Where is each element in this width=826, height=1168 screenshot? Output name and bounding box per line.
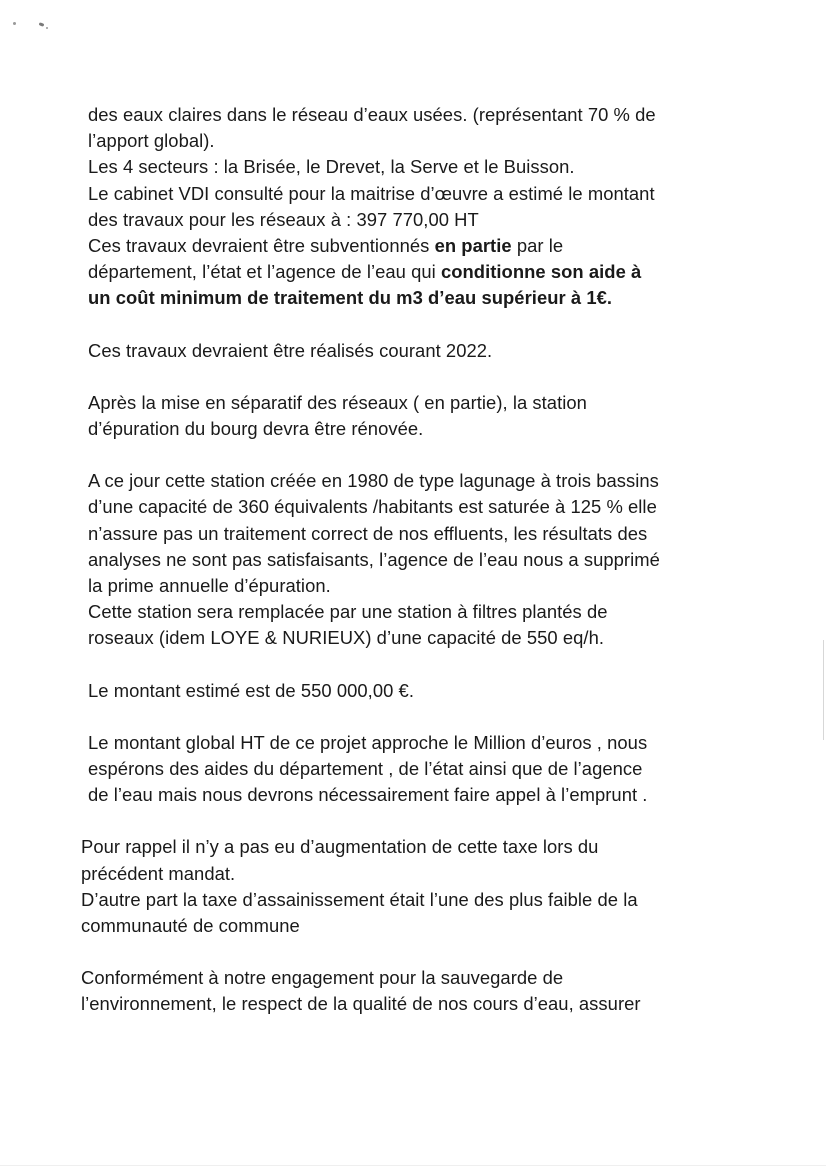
text-line: Pour rappel il n’y a pas eu d’augmentation de cette taxe lors du	[81, 836, 599, 858]
text-line: A ce jour cette station créée en 1980 de type lagunage à trois bassins	[88, 470, 659, 492]
text-line	[88, 233, 728, 259]
text-line	[88, 259, 728, 285]
text-line: D’autre part la taxe d’assainissement était l’une des plus faible de la	[81, 888, 638, 910]
text-line: espérons des aides du département , de l’état ainsi que de l’agence	[88, 758, 643, 780]
text-segment: par le	[511, 235, 564, 257]
text-line: Les 4 secteurs : la Brisée, le Drevet, la Serve et le Buisson.	[88, 156, 575, 178]
paragraph-gap	[88, 442, 728, 468]
text-line: Après la mise en séparatif des réseaux ( en partie), la station	[88, 391, 587, 413]
scan-edge-shadow	[0, 1165, 826, 1166]
text-line: Le montant global HT de ce projet approche le Million d’euros , nous	[88, 731, 648, 753]
text-line: de l’eau mais nous devrons nécessairement faire appel à l’emprunt .	[88, 784, 648, 806]
paragraph-gap	[88, 312, 728, 338]
paragraph-gap	[88, 652, 728, 678]
text-line	[88, 285, 728, 311]
text-line: l’environnement, le respect de la qualité de nos cours d’eau, assurer	[81, 993, 641, 1015]
text-line: Le montant estimé est de 550 000,00 €.	[88, 679, 414, 701]
text-line: n’assure pas un traitement correct de nos effluents, les résultats des	[88, 522, 648, 544]
bold-text: un coût minimum de traitement du m3 d’eau supérieur à 1€.	[88, 287, 613, 309]
scan-edge-shadow	[823, 640, 824, 740]
text-line: Cette station sera remplacée par une station à filtres plantés de	[88, 601, 608, 623]
text-line: d’une capacité de 360 équivalents /habitants est saturée à 125 % elle	[88, 496, 657, 518]
text-segment: département, l’état et l’agence de l’eau qui	[88, 261, 441, 283]
text-segment: Ces travaux devraient être subventionnés	[88, 235, 435, 257]
text-line: des travaux pour les réseaux à : 397 770,00 HT	[88, 208, 479, 230]
paragraph-gap	[88, 808, 728, 834]
text-line: Conformément à notre engagement pour la sauvegarde de	[81, 967, 564, 989]
bold-text: en partie	[434, 235, 512, 257]
text-line: l’apport global).	[88, 130, 215, 152]
paragraph-gap	[88, 939, 728, 965]
text-line: communauté de commune	[81, 915, 300, 937]
paragraph-gap	[88, 704, 728, 730]
text-line: la prime annuelle d’épuration.	[88, 575, 331, 597]
scan-speck	[46, 27, 48, 29]
text-line: Le cabinet VDI consulté pour la maitrise d’œuvre a estimé le montant	[88, 182, 655, 204]
scan-speck	[13, 22, 16, 25]
scan-speck	[39, 22, 45, 27]
text-line: roseaux (idem LOYE & NURIEUX) d’une capacité de 550 eq/h.	[88, 627, 605, 649]
text-line: Ces travaux devraient être réalisés courant 2022.	[88, 339, 493, 361]
bold-text: conditionne son aide à	[440, 261, 642, 283]
text-line: précédent mandat.	[81, 862, 236, 884]
text-line: des eaux claires dans le réseau d’eaux usées. (représentant 70 % de	[88, 104, 656, 125]
text-line: analyses ne sont pas satisfaisants, l’agence de l’eau nous a supprimé	[88, 548, 660, 570]
document-body	[81, 102, 728, 1018]
text-line: d’épuration du bourg devra être rénovée.	[88, 418, 424, 440]
paragraph-gap	[88, 364, 728, 390]
